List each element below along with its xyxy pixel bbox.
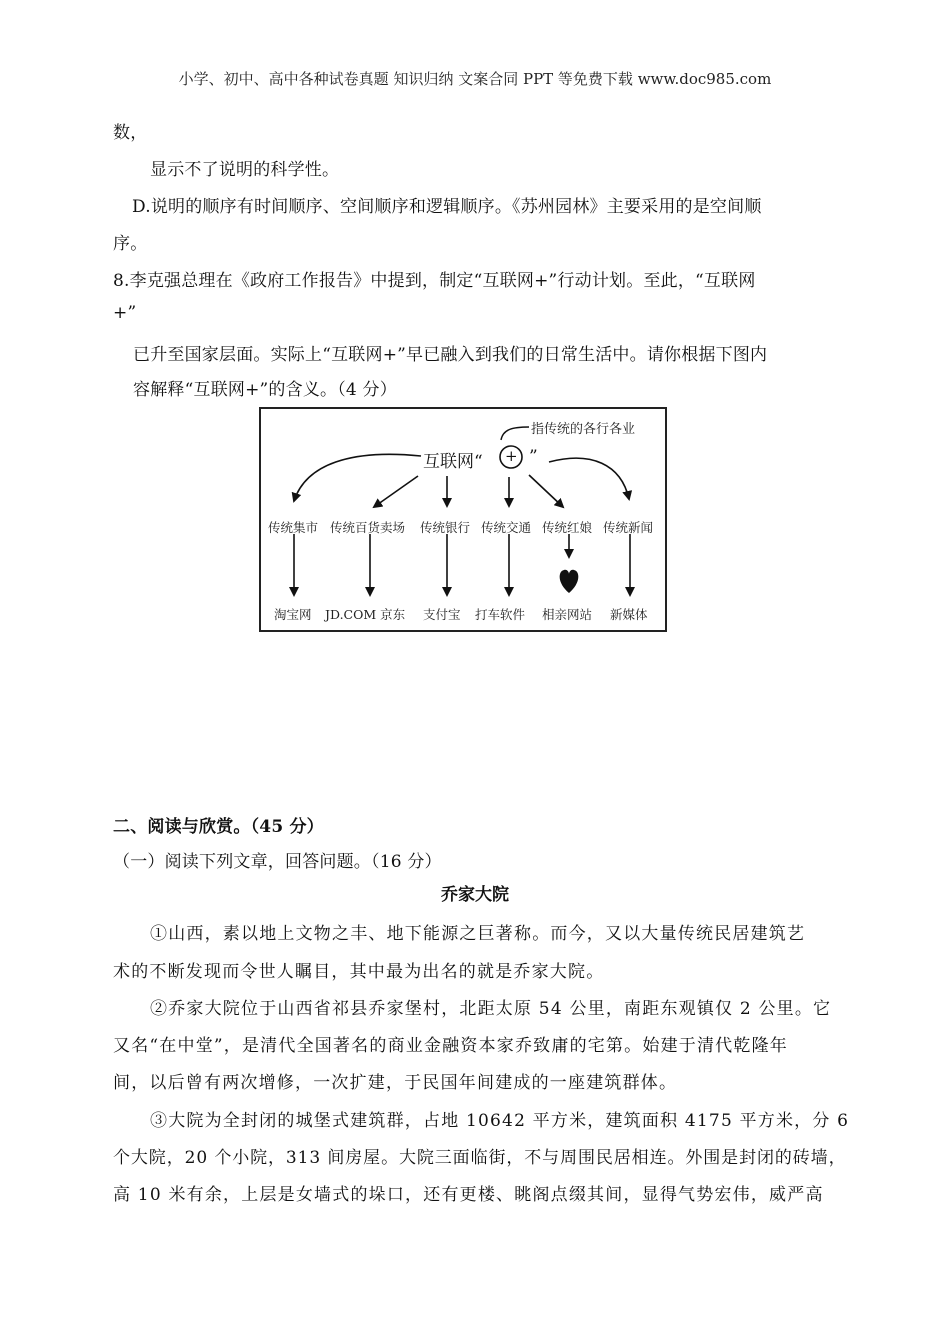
text-line: 显示不了说明的科学性。: [150, 160, 340, 180]
arrow-to-hongniang: [529, 475, 563, 507]
article-title: 乔家大院: [441, 885, 509, 905]
page-header: 小学、初中、高中各种试卷真题 知识归纳 文案合同 PPT 等免费下载 www.doc985.com: [178, 70, 772, 88]
diagram-main-prefix: 互联网“: [423, 452, 483, 472]
arrow-curve-right: [549, 458, 629, 499]
paragraph-line: 术的不断发现而令世人瞩目，其中最为出名的就是乔家大院。: [113, 962, 605, 982]
internet-label: JD.COM 京东: [325, 607, 406, 622]
diagram-main-suffix: ”: [529, 447, 538, 467]
internet-label: 打车软件: [475, 607, 526, 622]
traditional-label: 传统交通: [481, 520, 532, 535]
section-heading: 二、阅读与欣赏。（45 分）: [113, 817, 324, 837]
option-d: D.说明的顺序有时间顺序、空间顺序和逻辑顺序。《苏州园林》主要采用的是空间顺: [132, 197, 762, 217]
arrow-to-baihuo: [374, 476, 418, 507]
diagram-note: 指传统的各行各业: [531, 422, 636, 437]
question-8: 8.李克强总理在《政府工作报告》中提到，制定“互联网+”行动计划。至此，“互联网: [113, 271, 756, 291]
paragraph-line: 高 10 米有余，上层是女墙式的垛口，还有更楼、眺阁点缀其间，显得气势宏伟，威严高: [113, 1185, 824, 1205]
heart-icon: [560, 570, 579, 593]
arrow-curve-left: [294, 454, 421, 501]
traditional-label: 传统红娘: [542, 520, 593, 535]
paragraph-line: ①山西，素以地上文物之丰、地下能源之巨著称。而今，又以大量传统民居建筑艺: [150, 924, 806, 944]
internet-label: 新媒体: [610, 607, 648, 622]
text-line: 序。: [113, 234, 148, 254]
paragraph-line: 又名“在中堂”，是清代全国著名的商业金融资本家乔致庸的宅第。始建于清代乾隆年: [113, 1036, 788, 1056]
internet-label: 支付宝: [423, 607, 461, 622]
internet-plus-diagram: [259, 407, 667, 632]
traditional-label: 传统银行: [420, 520, 471, 535]
text-line: 已升至国家层面。实际上“互联网+”早已融入到我们的日常生活中。请你根据下图内: [133, 345, 768, 365]
diagram-plus: +: [505, 447, 518, 465]
traditional-label: 传统新闻: [603, 520, 654, 535]
internet-label: 淘宝网: [274, 607, 312, 622]
traditional-label: 传统集市: [268, 520, 319, 535]
internet-label: 相亲网站: [542, 607, 593, 622]
subsection-heading: （一）阅读下列文章，回答问题。（16 分）: [113, 852, 442, 872]
paragraph-line: 间，以后曾有两次增修，一次扩建，于民国年间建成的一座建筑群体。: [113, 1073, 678, 1093]
traditional-label: 传统百货卖场: [330, 520, 406, 535]
text-line: +”: [113, 303, 137, 323]
paragraph-line: 个大院，20 个小院，313 间房屋。大院三面临街，不与周围民居相连。外围是封闭的砖墙，: [113, 1148, 847, 1168]
paragraph-line: ③大院为全封闭的城堡式建筑群，占地 10642 平方米，建筑面积 4175 平方米，分 6: [150, 1111, 850, 1131]
paragraph-line: ②乔家大院位于山西省祁县乔家堡村，北距太原 54 公里，南距东观镇仅 2 公里。它: [150, 999, 832, 1019]
note-connector: [501, 427, 529, 440]
text-line: 数，: [113, 123, 148, 143]
text-line: 容解释“互联网+”的含义。（4 分）: [133, 380, 397, 400]
